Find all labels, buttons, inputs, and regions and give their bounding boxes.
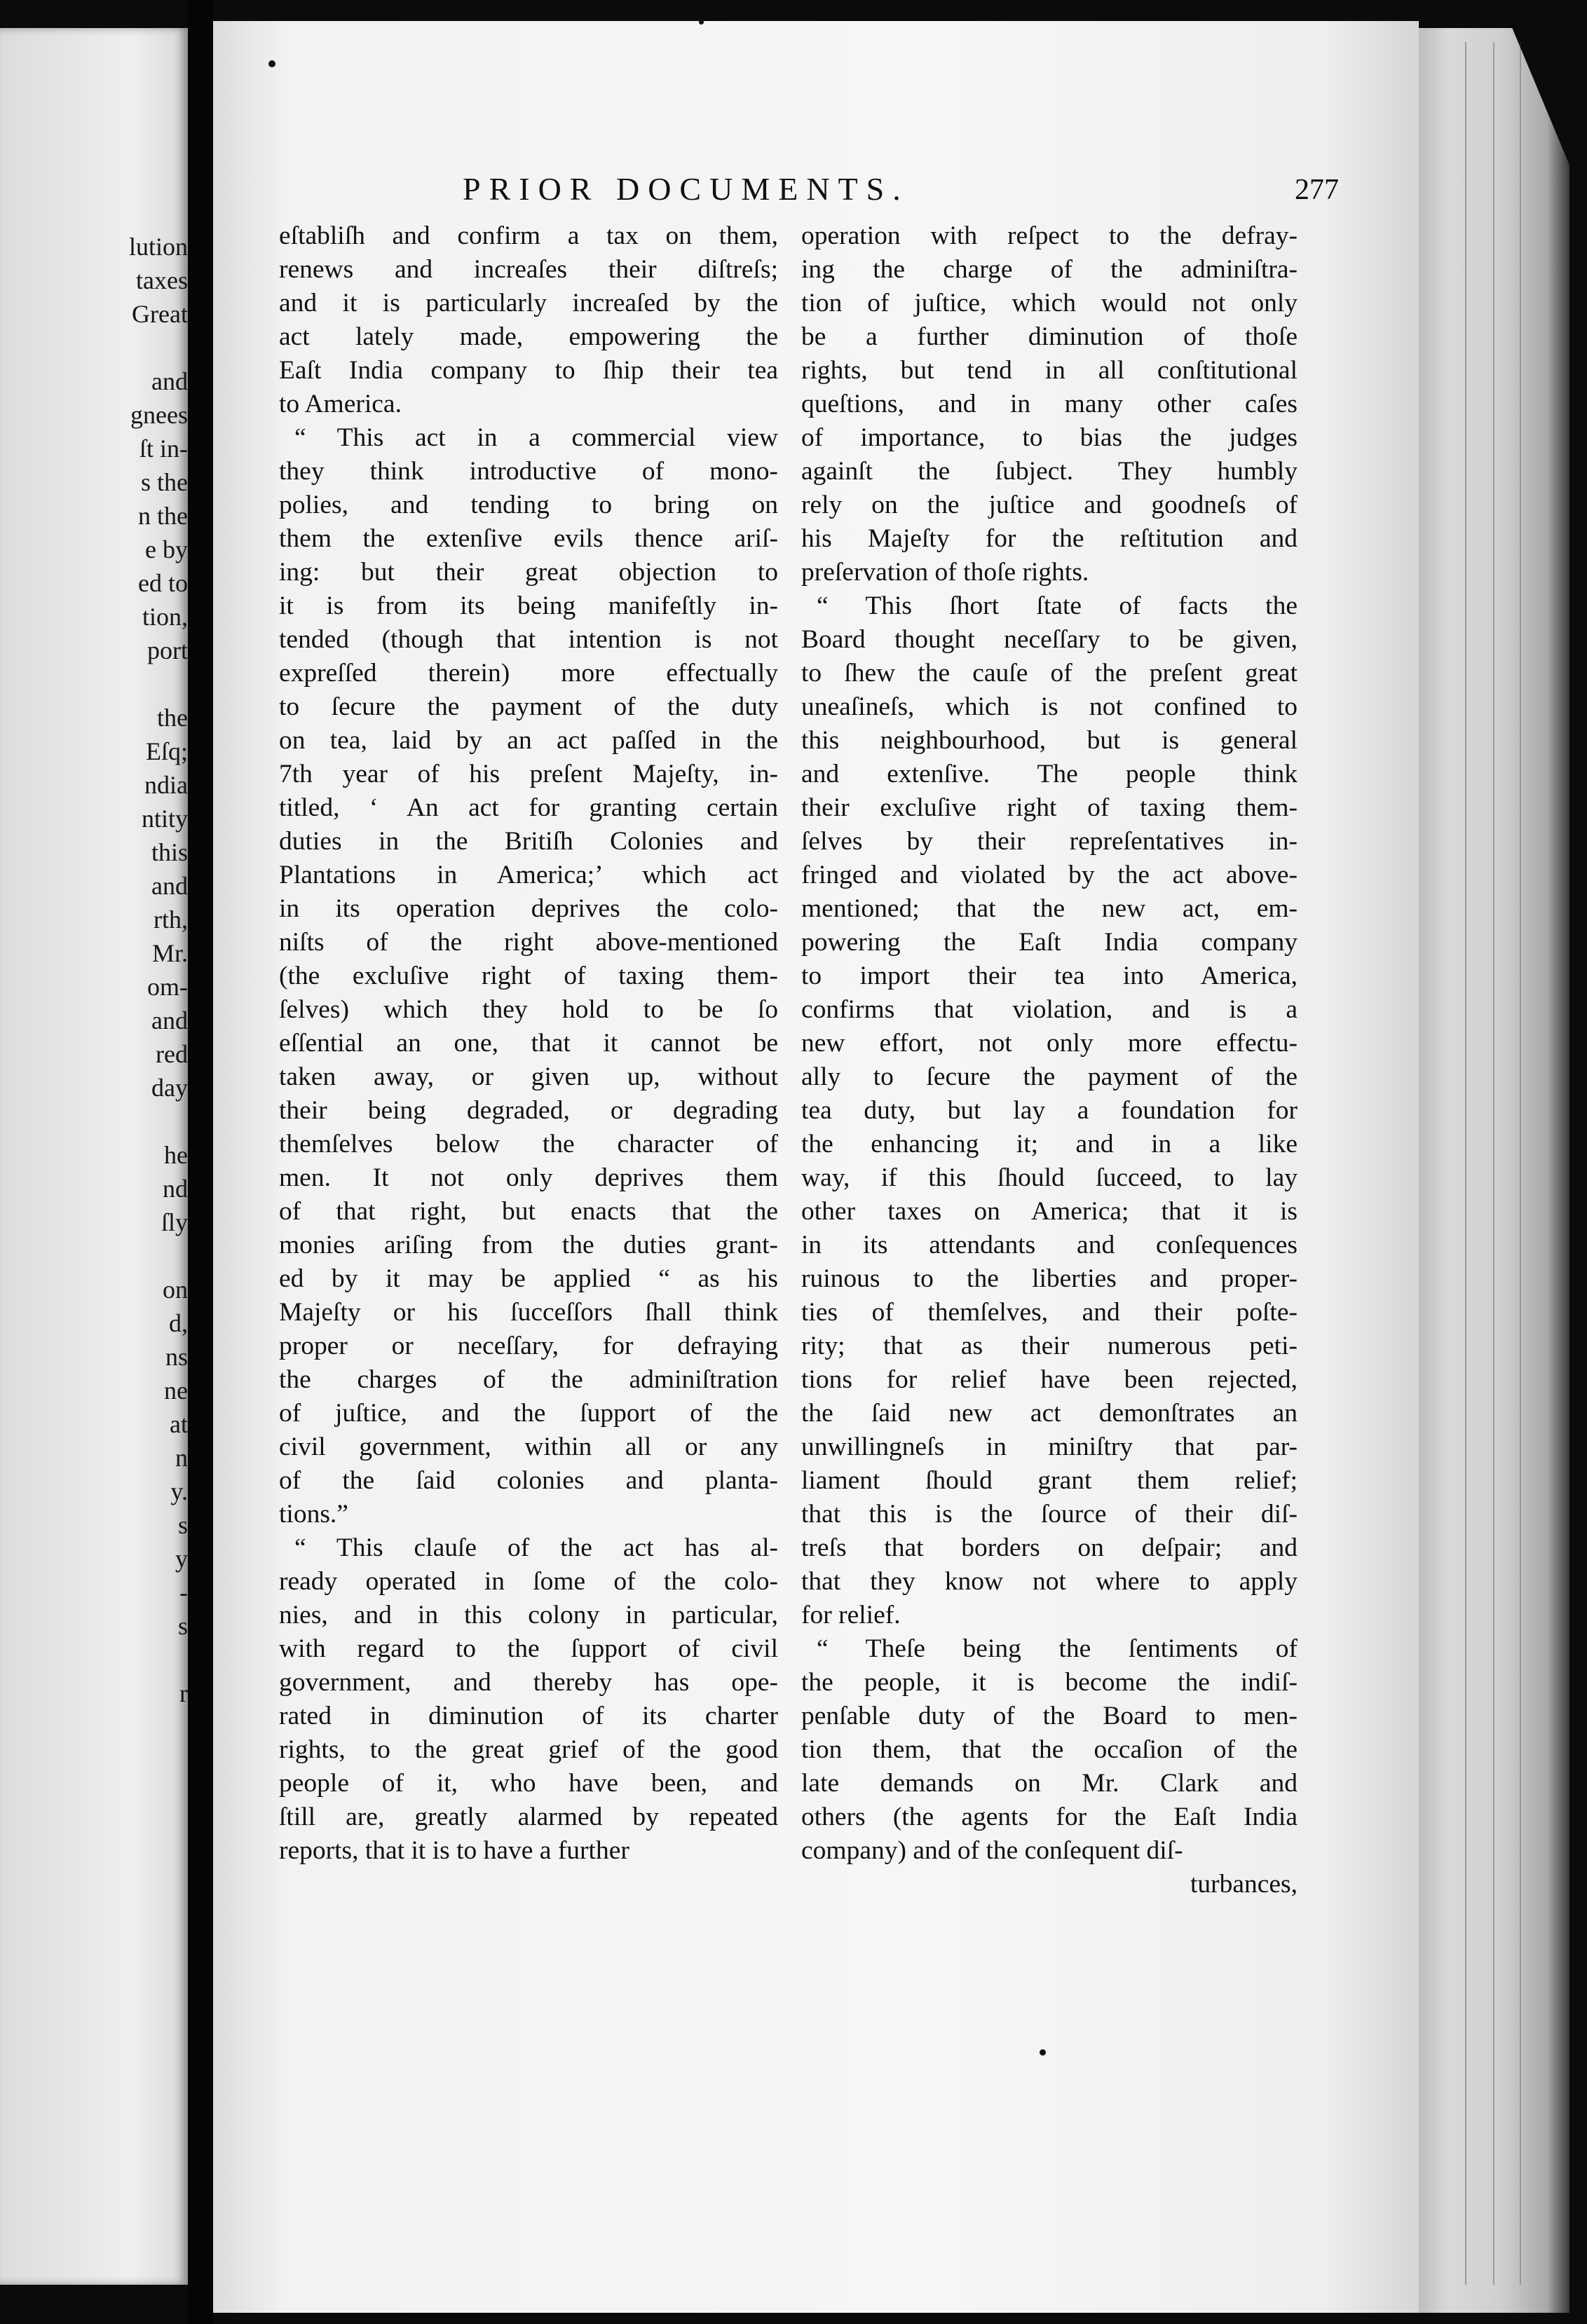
text-line: their being degraded, or degrading [279, 1096, 778, 1125]
text-line: polies, and tending to bring on [279, 491, 778, 519]
text-line: queſtions, and in many other caſes [801, 390, 1297, 418]
text-line: againſt the ſubject. They humbly [801, 457, 1297, 486]
text-line: penſable duty of the Board to men- [801, 1702, 1297, 1730]
facing-page-fragment: Great [132, 300, 188, 328]
text-line: civil government, within all or any [279, 1433, 778, 1461]
text-line: company) and of the conſequent diſ- [801, 1836, 1183, 1865]
facing-page-fragment: day [151, 1074, 188, 1102]
text-line: rights, but tend in all conſtitutional [801, 356, 1297, 385]
ink-speck [1040, 2049, 1046, 2056]
text-line: with regard to the ſupport of civil [279, 1634, 778, 1663]
facing-page-fragment: tion, [142, 603, 188, 631]
running-head [463, 170, 1339, 205]
text-line: to America. [279, 390, 402, 418]
text-line: Plantations in America;’ which act [279, 861, 778, 889]
text-line: new effort, not only more effectu- [801, 1029, 1297, 1058]
text-line: fringed and violated by the act above- [801, 861, 1297, 889]
facing-page-fragment: y [175, 1545, 188, 1573]
text-line: expreſſed therein) more effectually [279, 659, 778, 688]
text-line: of juſtice, and the ſupport of the [279, 1399, 778, 1428]
text-line: niſts of the right above-mentioned [279, 928, 778, 957]
text-line: preſervation of thoſe rights. [801, 558, 1089, 587]
facing-page-fragment: ne [164, 1376, 188, 1404]
text-line: treſs that borders on deſpair; and [801, 1533, 1297, 1562]
text-line: “ Theſe being the ſentiments of [817, 1634, 1297, 1663]
facing-page-fragment: s [177, 1612, 188, 1640]
facing-page-edge [0, 28, 188, 2285]
facing-page-fragment: and [151, 367, 188, 395]
facing-page-fragment: ntity [141, 805, 188, 833]
facing-page-fragment: lution [128, 233, 188, 261]
text-line: that this is the ſource of their diſ- [801, 1500, 1297, 1529]
text-line: his Majeſty for the reſtitution and [801, 524, 1297, 553]
text-line: ing: but their great objection to [279, 558, 778, 587]
facing-page-fragment [34, 1105, 188, 1138]
facing-page-fragment: on [163, 1276, 188, 1304]
text-line: for relief. [801, 1601, 901, 1629]
text-line: duties in the Britiſh Colonies and [279, 827, 778, 856]
text-line: on tea, laid by an act paſſed in the [279, 726, 778, 755]
page-stack-lines [1465, 42, 1466, 2285]
text-line: “ This clauſe of the act has al- [294, 1533, 778, 1562]
text-line: ing the charge of the adminiſtra- [801, 255, 1297, 284]
facing-page-fragment: Eſq; [146, 737, 188, 765]
text-line: act lately made, empowering the [279, 322, 778, 351]
facing-page-fragment: ed to [138, 569, 188, 597]
text-line: to import their tea into America, [801, 962, 1297, 990]
text-line: late demands on Mr. Clark and [801, 1769, 1297, 1798]
facing-page-fragment [34, 667, 188, 701]
text-line: taken away, or given up, without [279, 1062, 778, 1091]
text-line: of importance, to bias the judges [801, 423, 1297, 452]
text-line: the people, it is become the indiſ- [801, 1668, 1297, 1697]
text-line: ruinous to the liberties and proper- [801, 1264, 1297, 1293]
facing-page-fragment: port [147, 636, 188, 664]
facing-page-fragment [34, 331, 188, 364]
facing-page-fragment: ſt in- [139, 435, 188, 463]
text-line: others (the agents for the Eaſt India [801, 1803, 1297, 1831]
book-gutter [188, 0, 213, 2324]
facing-page-fragment: - [179, 1578, 188, 1606]
text-line: be a further diminution of thoſe [801, 322, 1297, 351]
text-line: ſtill are, greatly alarmed by repeated [279, 1803, 778, 1831]
page-stack-edge [1419, 28, 1569, 2313]
facing-page-fragment: gnees [130, 401, 188, 429]
text-line: of the ſaid colonies and planta- [279, 1466, 778, 1495]
ink-speck [268, 60, 275, 67]
facing-page-fragment: at [170, 1410, 188, 1438]
facing-page-fragment: he [164, 1141, 188, 1169]
text-line: the charges of the adminiſtration [279, 1365, 778, 1394]
text-line: ties of themſelves, and their poſte- [801, 1298, 1297, 1327]
text-line: their excluſive right of taxing them- [801, 793, 1297, 822]
text-line: and it is particularly increaſed by the [279, 289, 778, 317]
text-line: the ſaid new act demonſtrates an [801, 1399, 1297, 1428]
text-line: eſtabliſh and confirm a tax on them, [279, 221, 778, 250]
text-line: Majeſty or his ſucceſſors ſhall think [279, 1298, 778, 1327]
text-line: Board thought neceſſary to be given, [801, 625, 1297, 654]
text-line: eſſential an one, that it cannot be [279, 1029, 778, 1058]
text-line: nies, and in this colony in particular, [279, 1601, 778, 1629]
text-line: government, and thereby has ope- [279, 1668, 778, 1697]
text-line: tea duty, but lay a foundation for [801, 1096, 1297, 1125]
text-line: men. It not only deprives them [279, 1163, 778, 1192]
facing-page-fragment: n the [138, 502, 188, 530]
ink-speck [699, 20, 704, 25]
facing-page-fragment: this [151, 838, 188, 866]
text-line: that they know not where to apply [801, 1567, 1297, 1596]
text-line: unwillingneſs in miniſtry that par- [801, 1433, 1297, 1461]
facing-page-fragment: e by [145, 535, 188, 563]
text-line: mentioned; that the new act, em- [801, 894, 1297, 923]
text-line: Eaſt India company to ſhip their tea [279, 356, 778, 385]
text-line: (the excluſive right of taxing them- [279, 962, 778, 990]
text-line: it is from its being manifeſtly in- [279, 592, 778, 620]
text-line: uneaſineſs, which is not confined to [801, 692, 1297, 721]
text-line: “ This act in a commercial view [294, 423, 778, 452]
text-line: confirms that violation, and is a [801, 995, 1297, 1024]
text-line: rity; that as their numerous peti- [801, 1332, 1297, 1360]
text-line: ed by it may be applied “ as his [279, 1264, 778, 1293]
text-line: reports, that it is to have a further [279, 1836, 629, 1865]
facing-page-fragment: s [177, 1511, 188, 1539]
text-line: people of it, who have been, and [279, 1769, 778, 1798]
facing-page-fragment: ndia [144, 771, 188, 799]
facing-page-fragment: and [151, 1006, 188, 1034]
text-line: titled, ‘ An act for granting certain [279, 793, 778, 822]
text-line: monies ariſing from the duties grant- [279, 1231, 778, 1259]
text-line: in its attendants and conſequences [801, 1231, 1297, 1259]
text-line: they think introductive of mono- [279, 457, 778, 486]
facing-page-fragment: red [156, 1040, 188, 1068]
text-line: in its operation deprives the colo- [279, 894, 778, 923]
facing-page-fragment: n [175, 1444, 188, 1472]
text-line: tion of juſtice, which would not only [801, 289, 1297, 317]
text-column-right [801, 219, 1297, 1901]
text-line: ready operated in ſome of the colo- [279, 1567, 778, 1596]
text-line: powering the Eaſt India company [801, 928, 1297, 957]
facing-page-fragment: the [157, 704, 188, 732]
text-line: of that right, but enacts that the [279, 1197, 778, 1226]
text-line: to ſecure the payment of the duty [279, 692, 778, 721]
text-line: tions.” [279, 1500, 348, 1529]
text-line: ſelves) which they hold to be ſo [279, 995, 778, 1024]
text-line: the enhancing it; and in a like [801, 1130, 1297, 1158]
facing-page-fragment [34, 1239, 188, 1273]
text-line: this neighbourhood, but is general [801, 726, 1297, 755]
facing-page-fragment: ſly [161, 1208, 188, 1236]
text-line: tion them, that the occaſion of the [801, 1735, 1297, 1764]
facing-page-fragment: s the [141, 468, 188, 496]
text-line: 7th year of his preſent Majeſty, in- [279, 760, 778, 788]
facing-page-fragment: Mr. [151, 939, 188, 967]
text-line: rated in diminution of its charter [279, 1702, 778, 1730]
text-line: and extenſive. The people think [801, 760, 1297, 788]
text-line: tions for relief have been rejected, [801, 1365, 1297, 1394]
text-line: to ſhew the cauſe of the preſent great [801, 659, 1297, 688]
facing-page-fragment: rth, [154, 905, 188, 934]
text-line: proper or neceſſary, for defraying [279, 1332, 778, 1360]
text-line: liament ſhould grant them relief; [801, 1466, 1297, 1495]
text-line: rely on the juſtice and goodneſs of [801, 491, 1297, 519]
page-number: 277 [1295, 174, 1339, 206]
facing-page-fragment: ns [165, 1343, 188, 1371]
facing-page-fragment: r [179, 1679, 188, 1707]
running-title: PRIOR DOCUMENTS. [463, 171, 909, 207]
facing-page-fragment [34, 1643, 188, 1676]
text-line: renews and increaſes their diſtreſs; [279, 255, 778, 284]
text-line: them the extenſive evils thence ariſ- [279, 524, 778, 553]
facing-page-fragment: om- [147, 973, 188, 1001]
text-line: tended (though that intention is not [279, 625, 778, 654]
text-line: turbances, [1190, 1870, 1297, 1899]
text-column-left [279, 219, 778, 1868]
text-line: themſelves below the character of [279, 1130, 778, 1158]
facing-page-text-fragments [34, 230, 188, 1710]
text-line: “ This ſhort ſtate of facts the [817, 592, 1297, 620]
text-line: ſelves by their repreſentatives in- [801, 827, 1297, 856]
facing-page-fragment: d, [169, 1309, 188, 1337]
text-line: other taxes on America; that it is [801, 1197, 1297, 1226]
facing-page-fragment: taxes [136, 266, 188, 294]
text-line: way, if this ſhould ſucceed, to lay [801, 1163, 1297, 1192]
text-line: rights, to the great grief of the good [279, 1735, 778, 1764]
facing-page-fragment: nd [163, 1175, 188, 1203]
facing-page-fragment: and [151, 872, 188, 900]
text-line: ally to ſecure the payment of the [801, 1062, 1297, 1091]
facing-page-fragment: y. [170, 1477, 188, 1505]
text-line: operation with reſpect to the defray- [801, 221, 1297, 250]
